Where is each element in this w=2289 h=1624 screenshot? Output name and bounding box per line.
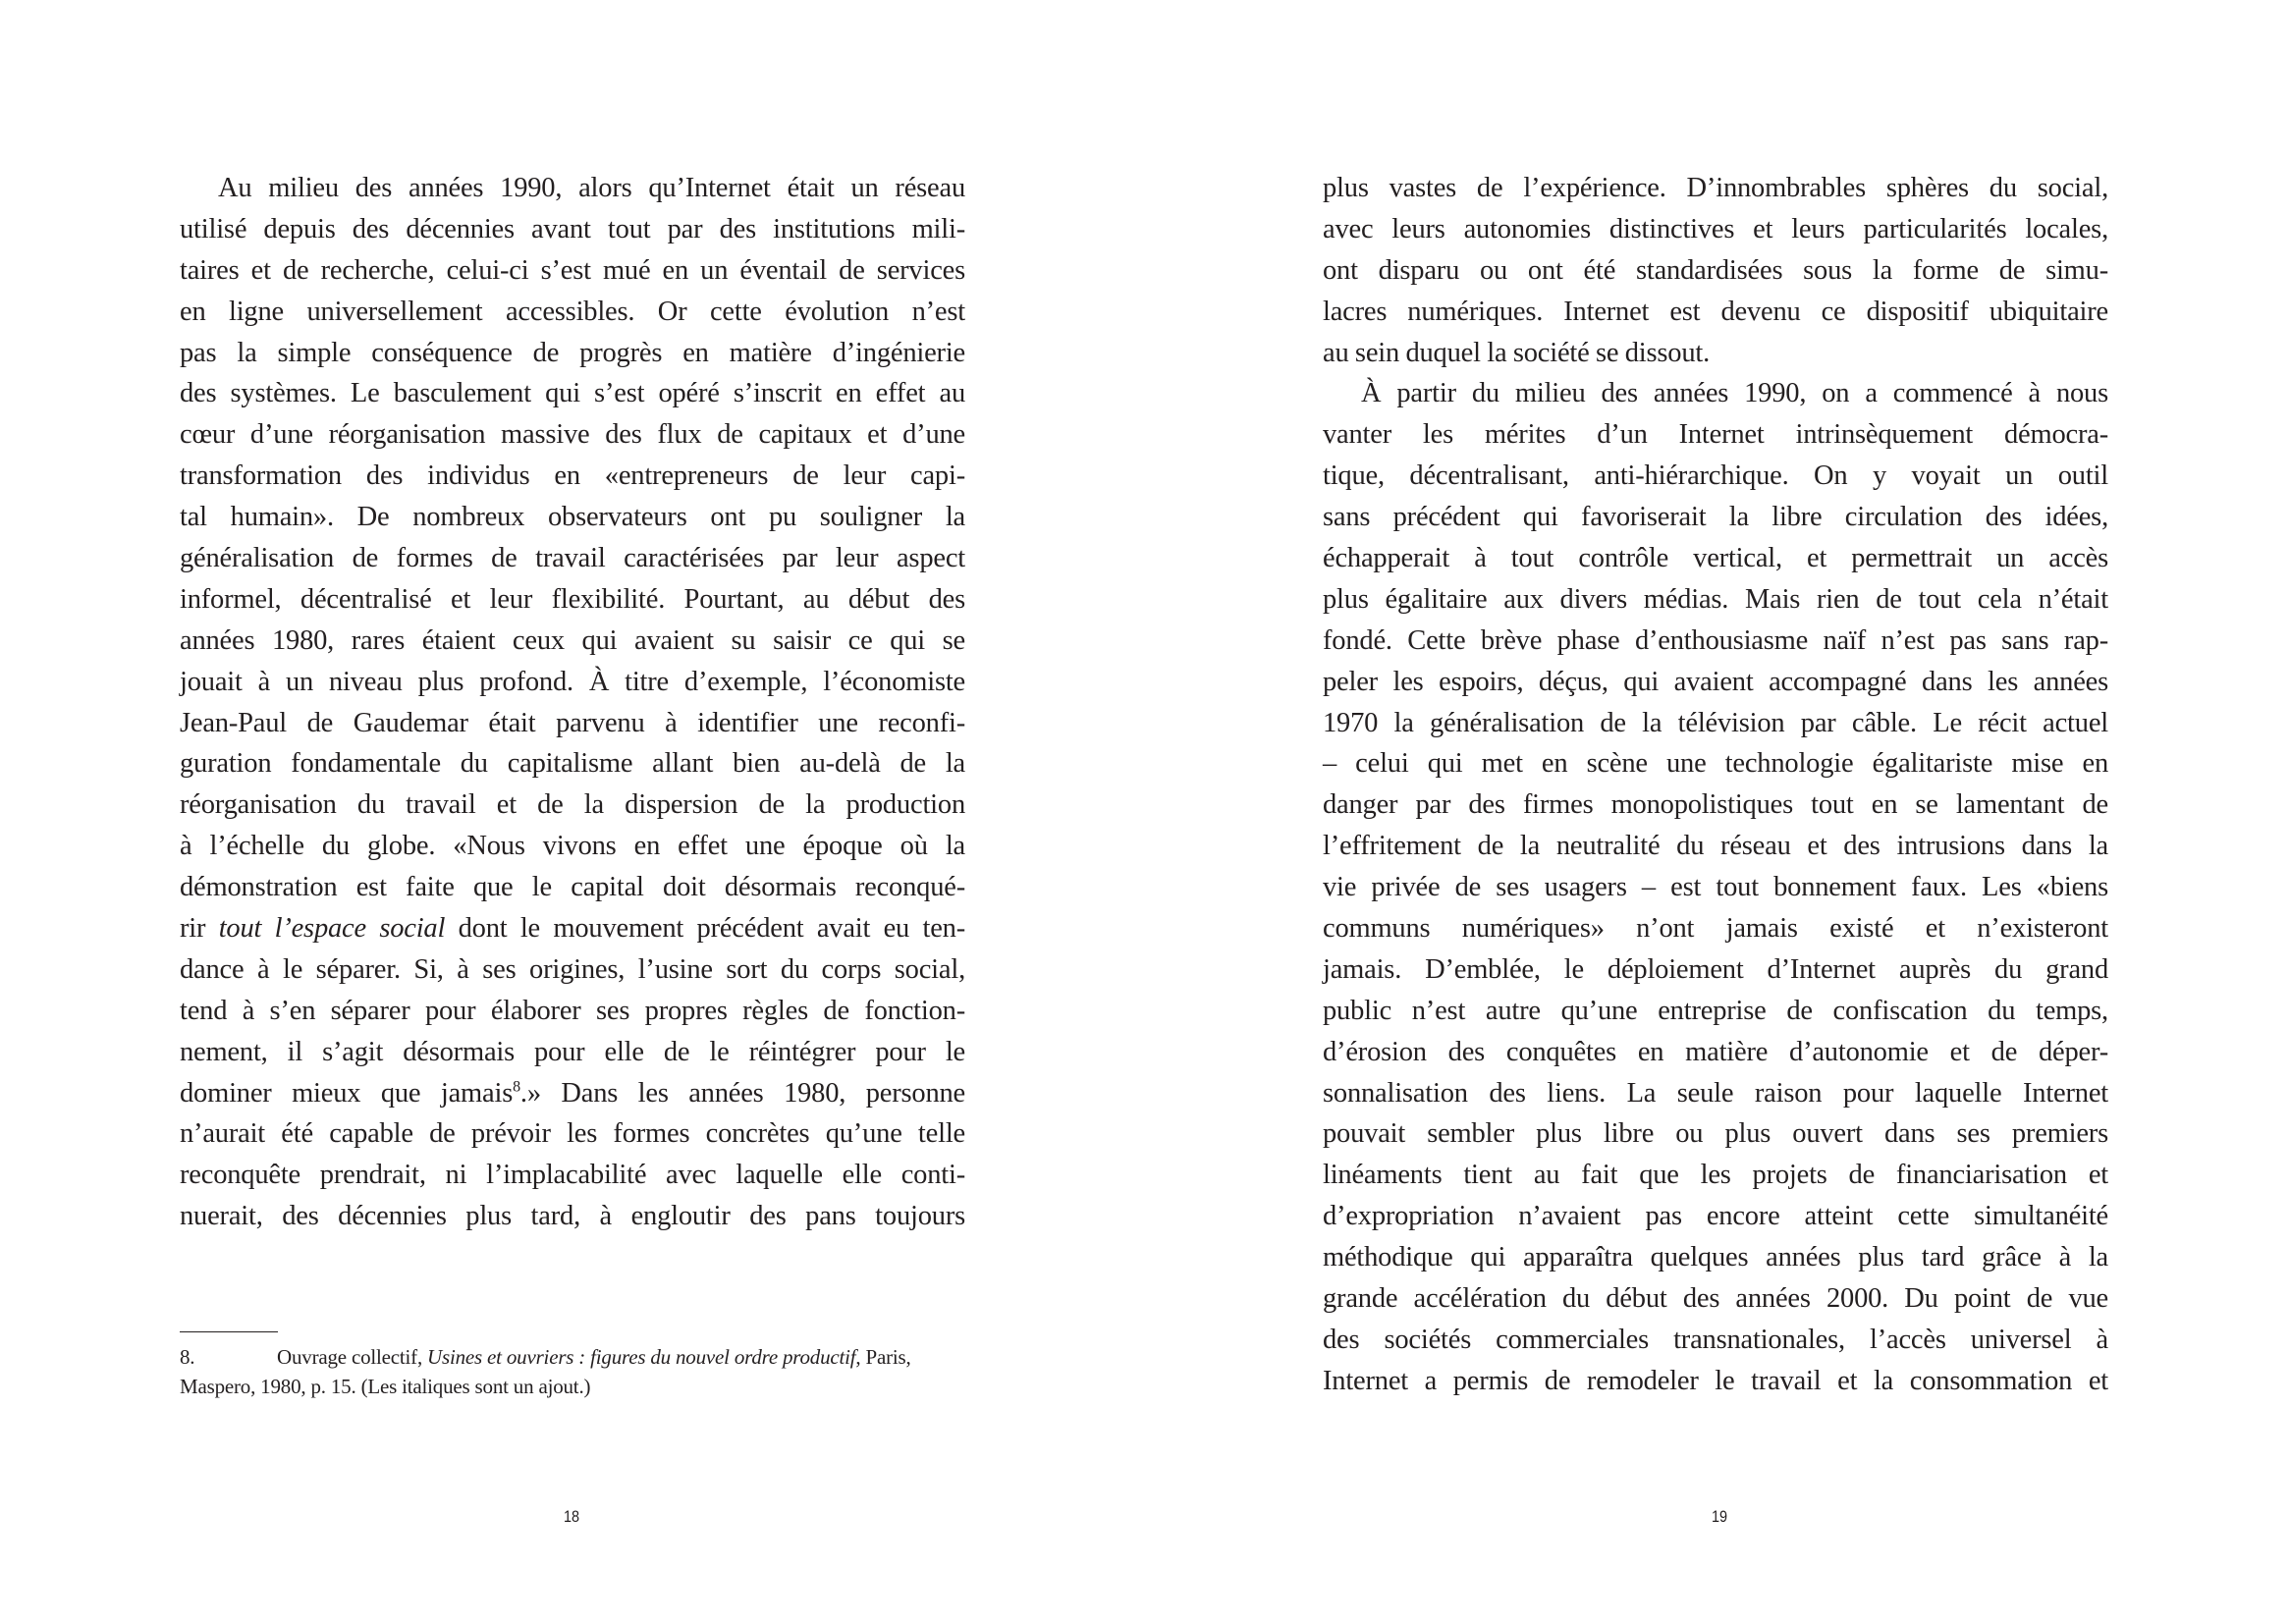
text-line: communs numériques» n’ont jamais existé et n’existeront xyxy=(1323,913,2108,945)
text-line: années 1980, rares étaient ceux qui avaient su saisir ce qui se xyxy=(180,624,965,656)
text-line: guration fondamentale du capitalisme allant bien au-delà de la xyxy=(180,748,965,780)
text-line: d’érosion des conquêtes en matière d’autonomie et de déper- xyxy=(1323,1036,2108,1067)
right-body-text xyxy=(1323,168,2108,1402)
page-number-right: 19 xyxy=(1712,1507,1728,1526)
text-line: À partir du milieu des années 1990, on a commencé à nous xyxy=(1361,378,2108,409)
italic-emphasis: tout l’espace social xyxy=(218,913,446,945)
text-line: tend à s’en séparer pour élaborer ses propres règles de fonction- xyxy=(180,995,965,1026)
text-line: fondé. Cette brève phase d’enthousiasme naïf n’est pas sans rap- xyxy=(1323,624,2108,656)
footnote-number: 8. xyxy=(180,1345,195,1369)
text-line: sonnalisation des liens. La seule raison pour laquelle Internet xyxy=(1323,1077,2108,1109)
footnote-reference[interactable]: 8 xyxy=(513,1078,520,1096)
text-line: 1970 la généralisation de la télévision par câble. Le récit actuel xyxy=(1323,707,2108,738)
text-line: grande accélération du début des années 2000. Du point de vue xyxy=(1323,1283,2108,1315)
text-line: nement, il s’agit désormais pour elle de le réintégrer pour le xyxy=(180,1036,965,1067)
text-line: pas la simple conséquence de progrès en matière d’ingénierie xyxy=(180,337,965,368)
text-line: cœur d’une réorganisation massive des flux de capitaux et d’une xyxy=(180,419,965,451)
text-line-with-italic xyxy=(180,908,965,949)
text-line: – celui qui met en scène une technologie égalitariste mise en xyxy=(1323,748,2108,780)
text-line: généralisation de formes de travail caractérisées par leur aspect xyxy=(180,543,965,574)
footnote-text: Ouvrage collectif, xyxy=(277,1345,428,1369)
text-line: des sociétés commerciales transnationales, l’accès universel à xyxy=(1323,1324,2108,1355)
footnote-divider xyxy=(180,1331,278,1332)
text-segment: rir xyxy=(180,913,219,945)
text-line: utilisé depuis des décennies avant tout par des institutions mili- xyxy=(180,213,965,244)
footnote-text: , Paris, xyxy=(855,1345,911,1369)
text-line: dance à le séparer. Si, à ses origines, l’usine sort du corps social, xyxy=(180,953,965,985)
text-line: taires et de recherche, celui-ci s’est mué en un éventail de services xyxy=(180,254,965,286)
text-line: Au milieu des années 1990, alors qu’Internet était un réseau xyxy=(218,173,965,203)
text-line: peler les espoirs, déçus, qui avaient accompagné dans les années xyxy=(1323,666,2108,697)
text-line: jouait à un niveau plus profond. À titre d’exemple, l’économiste xyxy=(180,666,965,697)
text-line: avec leurs autonomies distinctives et leurs particularités locales, xyxy=(1323,213,2108,244)
page-number-left: 18 xyxy=(564,1507,580,1526)
text-line: démonstration est faite que le capital doit désormais reconqué- xyxy=(180,872,965,903)
right-page xyxy=(1144,0,2289,1624)
text-line: vanter les mérites d’un Internet intrinsèquement démocra- xyxy=(1323,419,2108,451)
text-segment: .» Dans les années 1980, personne xyxy=(519,1077,965,1109)
text-line: ont disparu ou ont été standardisées sous la forme de simu- xyxy=(1323,254,2108,286)
text-line: réorganisation du travail et de la dispersion de la production xyxy=(180,789,965,821)
footnote xyxy=(180,1342,965,1401)
text-line: linéaments tient au fait que les projets de financiarisation et xyxy=(1323,1160,2108,1191)
text-line: à l’échelle du globe. «Nous vivons en effet une époque où la xyxy=(180,831,965,862)
text-line: en ligne universellement accessibles. Or cette évolution n’est xyxy=(180,296,965,327)
text-line: des systèmes. Le basculement qui s’est opéré s’inscrit en effet au xyxy=(180,378,965,409)
left-body-text xyxy=(180,168,965,1237)
text-line: Internet a permis de remodeler le travail et la consommation et xyxy=(1323,1365,2108,1396)
footnote-book-title: Usines et ouvriers : figures du nouvel ordre productif xyxy=(427,1345,856,1369)
footnote-line xyxy=(180,1342,965,1372)
text-line: plus égalitaire aux divers médias. Mais rien de tout cela n’était xyxy=(1323,583,2108,615)
text-line: informel, décentralisé et leur flexibilité. Pourtant, au début des xyxy=(180,583,965,615)
text-line: sans précédent qui favoriserait la libre circulation des idées, xyxy=(1323,502,2108,533)
text-segment: dominer mieux que jamais xyxy=(180,1077,514,1109)
text-line: méthodique qui apparaîtra quelques années plus tard grâce à la xyxy=(1323,1242,2108,1273)
text-line: reconquête prendrait, ni l’implacabilité avec laquelle elle conti- xyxy=(180,1160,965,1191)
text-line: lacres numériques. Internet est devenu ce dispositif ubiquitaire xyxy=(1323,296,2108,327)
text-line: vie privée de ses usagers – est tout bonnement faux. Les «biens xyxy=(1323,872,2108,903)
text-line: pouvait sembler plus libre ou plus ouvert dans ses premiers xyxy=(1323,1118,2108,1150)
text-line: échapperait à tout contrôle vertical, et permettrait un accès xyxy=(1323,543,2108,574)
text-line-with-footnote-ref xyxy=(180,1073,965,1114)
text-line: tal humain». De nombreux observateurs ont pu souligner la xyxy=(180,502,965,533)
text-line: l’effritement de la neutralité du réseau et des intrusions dans la xyxy=(1323,831,2108,862)
left-page xyxy=(0,0,1144,1624)
text-line: transformation des individus en «entrepreneurs de leur capi- xyxy=(180,460,965,492)
text-line: nuerait, des décennies plus tard, à engloutir des pans toujours xyxy=(180,1201,965,1232)
text-line: public n’est autre qu’une entreprise de confiscation du temps, xyxy=(1323,995,2108,1026)
text-line: danger par des firmes monopolistiques tout en se lamentant de xyxy=(1323,789,2108,821)
text-line: plus vastes de l’expérience. D’innombrables sphères du social, xyxy=(1323,173,2108,203)
text-line: au sein duquel la société se dissout. xyxy=(1323,337,1711,368)
text-line: n’aurait été capable de prévoir les formes concrètes qu’une telle xyxy=(180,1118,965,1150)
text-line: Jean-Paul de Gaudemar était parvenu à identifier une reconfi- xyxy=(180,707,965,738)
text-line: d’expropriation n’avaient pas encore atteint cette simultanéité xyxy=(1323,1201,2108,1232)
footnote-line: Maspero, 1980, p. 15. (Les italiques sont un ajout.) xyxy=(180,1375,591,1398)
text-line: jamais. D’emblée, le déploiement d’Internet auprès du grand xyxy=(1323,953,2108,985)
text-line: tique, décentralisant, anti-hiérarchique. On y voyait un outil xyxy=(1323,460,2108,492)
text-segment: dont le mouvement précédent avait eu ten- xyxy=(445,913,965,945)
